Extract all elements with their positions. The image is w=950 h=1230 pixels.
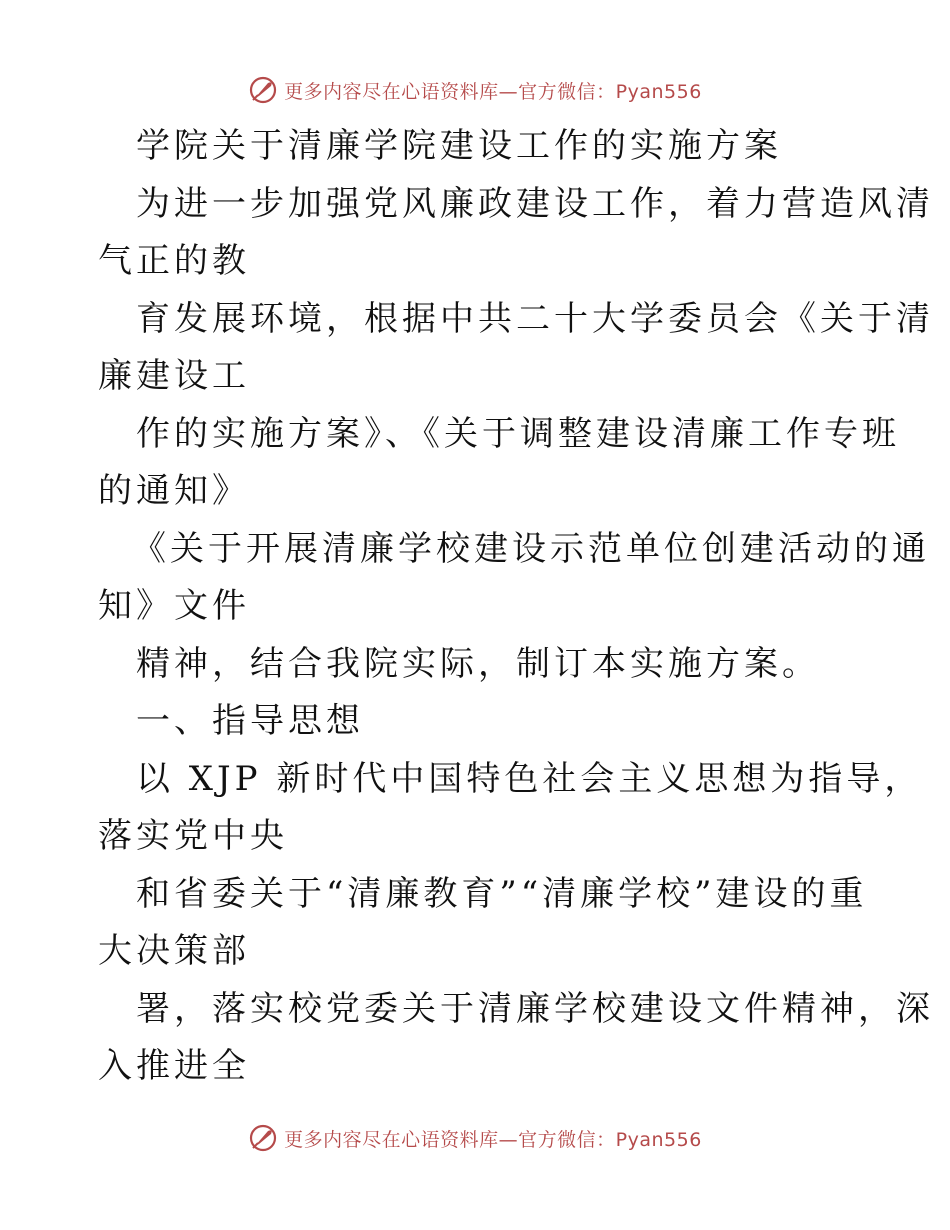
document-line: 一、指导思想 [136, 701, 364, 741]
document-line: 为进一步加强党风廉政建设工作，着力营造风清 [136, 183, 934, 224]
document-line: 以 XJP 新时代中国特色社会主义思想为指导， [136, 758, 923, 799]
watermark-footer [0, 1118, 950, 1158]
watermark-text: 更多内容尽在心语资料库—官方微信：Pyan556 [284, 1128, 702, 1151]
document-line: 廉建设工 [98, 356, 250, 396]
document-line: 落实党中央 [98, 816, 288, 856]
document-line: 和省委关于“清廉教育”“清廉学校”建设的重 [136, 873, 868, 914]
document-line: 入推进全 [98, 1046, 250, 1086]
document-body [98, 118, 934, 1096]
document-line: 精神，结合我院实际，制订本实施方案。 [136, 643, 820, 684]
feather-pen-logo-icon [248, 1123, 278, 1153]
document-line: 学院关于清廉学院建设工作的实施方案 [136, 126, 782, 166]
document-line: 《关于开展清廉学校建设示范单位创建活动的通 [132, 528, 930, 569]
watermark-header [0, 70, 950, 110]
document-line: 作的实施方案》、《关于调整建设清廉工作专班 [136, 413, 900, 454]
document-line: 知》文件 [98, 586, 250, 626]
document-line: 署，落实校党委关于清廉学校建设文件精神，深 [136, 988, 934, 1029]
watermark-text: 更多内容尽在心语资料库—官方微信：Pyan556 [284, 80, 702, 103]
document-line: 气正的教 [98, 241, 250, 281]
document-line: 育发展环境，根据中共二十大学委员会《关于清 [136, 298, 934, 339]
document-line: 的通知》 [98, 471, 250, 511]
document-line: 大决策部 [98, 931, 250, 971]
feather-pen-logo-icon [248, 75, 278, 105]
